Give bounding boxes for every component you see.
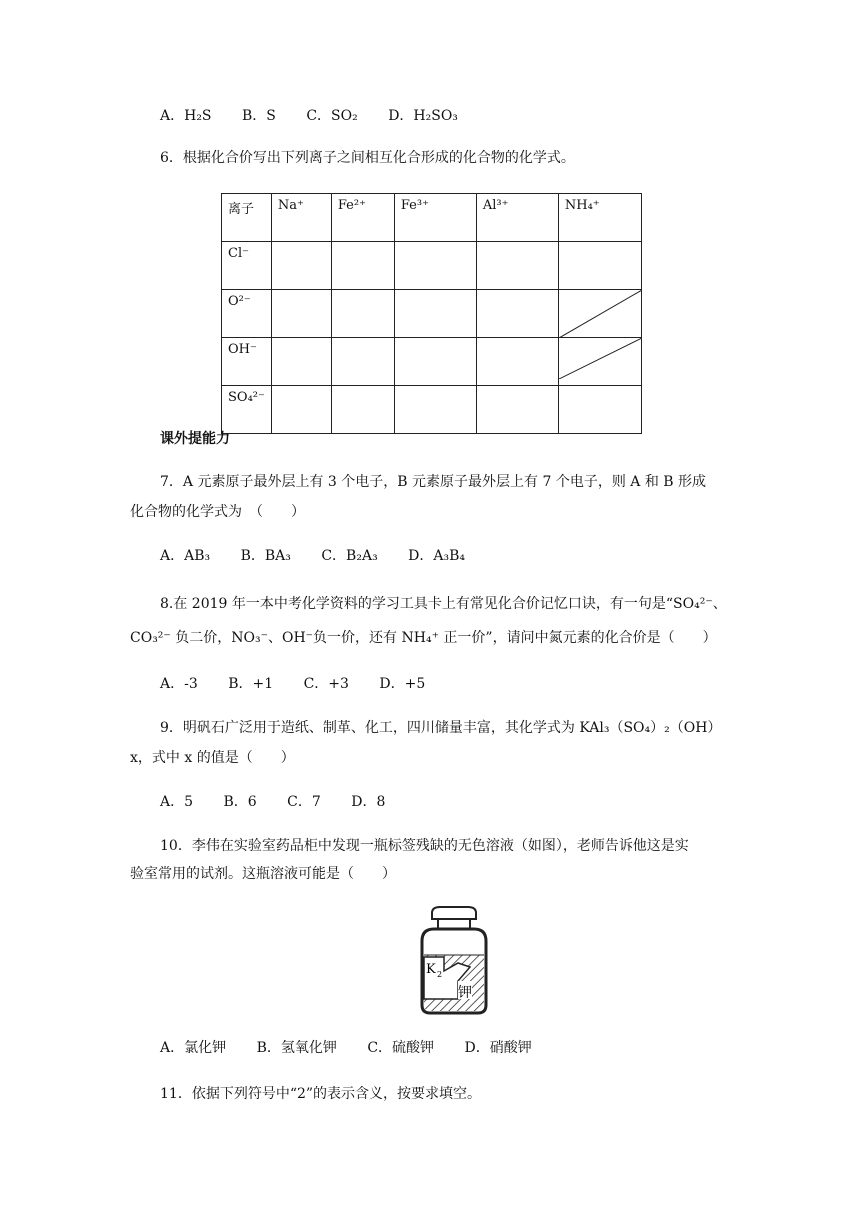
q7-option-c: C．B₂A₃ xyxy=(321,548,378,564)
table-cell xyxy=(394,242,476,290)
q10-line1: 10．李伟在实验室药品柜中发现一瓶标签残缺的无色溶液（如图），老师告诉他这是实 xyxy=(160,838,689,854)
table-cell xyxy=(271,386,331,434)
q10-option-c: C．硫酸钾 xyxy=(367,1040,435,1056)
q10-options xyxy=(160,1038,558,1058)
q5-option-c: C．SO₂ xyxy=(306,108,358,124)
table-cell xyxy=(271,290,331,338)
table-cell xyxy=(331,386,394,434)
q11-question: 11．依据下列符号中“2”的表示含义，按要求填空。 xyxy=(160,1086,482,1102)
table-row xyxy=(222,290,642,338)
q8-options xyxy=(160,674,451,694)
table-cell xyxy=(476,338,558,386)
q9-options xyxy=(160,792,411,812)
q5-option-a: A．H₂S xyxy=(160,108,212,124)
table-cell-struck xyxy=(558,338,641,386)
q10-option-a: A．氯化钾 xyxy=(160,1040,227,1056)
table-cell xyxy=(394,338,476,386)
q6-question: 6．根据化合价写出下列离子之间相互化合形成的化合物的化学式。 xyxy=(160,150,575,166)
ion-table xyxy=(221,193,642,434)
section-heading: 课外提能力 xyxy=(160,431,230,447)
q9-option-a: A．5 xyxy=(160,794,194,810)
q8-option-b: B．+1 xyxy=(228,676,274,692)
q7-line1: 7．A 元素原子最外层上有 3 个电子，B 元素原子最外层上有 7 个电子，则 A 和 B 形成 xyxy=(160,474,707,490)
q10-line2: 验室常用的试剂。这瓶溶液可能是（ ） xyxy=(130,866,396,882)
table-cell xyxy=(476,290,558,338)
q5-options xyxy=(160,106,484,126)
col-header: Fe²⁺ xyxy=(331,194,394,242)
table-cell xyxy=(271,338,331,386)
table-cell xyxy=(331,242,394,290)
table-cell xyxy=(476,242,558,290)
table-cell xyxy=(394,386,476,434)
table-cell xyxy=(558,386,641,434)
col-header: Fe³⁺ xyxy=(394,194,476,242)
row-header: O²⁻ xyxy=(222,290,272,338)
table-row xyxy=(222,386,642,434)
q7-options xyxy=(160,546,491,566)
table-corner: 离子 xyxy=(222,194,272,242)
bottle-label-char: 钾 xyxy=(458,985,472,1001)
diagonal-strike-icon xyxy=(559,290,642,338)
table-cell xyxy=(394,290,476,338)
q9-line1: 9．明矾石广泛用于造纸、制革、化工，四川储量丰富，其化学式为 KAl₃（SO₄）₂（OH） xyxy=(160,720,722,736)
col-header: Al³⁺ xyxy=(476,194,558,242)
reagent-bottle-image xyxy=(410,905,500,1017)
table-row xyxy=(222,242,642,290)
col-header: Na⁺ xyxy=(271,194,331,242)
table-row xyxy=(222,338,642,386)
q8-option-c: C．+3 xyxy=(303,676,349,692)
row-header: SO₄²⁻ xyxy=(222,386,272,434)
q7-option-b: B．BA₃ xyxy=(240,548,291,564)
q9-option-c: C．7 xyxy=(287,794,321,810)
table-header-row xyxy=(222,194,642,242)
q5-option-d: D．H₂SO₃ xyxy=(388,108,458,124)
table-cell xyxy=(331,290,394,338)
bottle-label-subscript: 2 xyxy=(437,970,443,979)
table-cell xyxy=(271,242,331,290)
q8-line2: CO₃²⁻ 负二价，NO₃⁻、OH⁻负一价，还有 NH₄⁺ 正一价”，请问中氮元素的化合价是（ ） xyxy=(130,630,717,646)
col-header: NH₄⁺ xyxy=(558,194,641,242)
diagonal-strike-icon xyxy=(559,338,642,379)
q8-line1: 8.在 2019 年一本中考化学资料的学习工具卡上有常见化合价记忆口诀，有一句是“SO₄²⁻、 xyxy=(160,596,727,612)
q10-option-d: D．硝酸钾 xyxy=(464,1040,532,1056)
q9-line2: x，式中 x 的值是（ ） xyxy=(130,750,295,766)
row-header: Cl⁻ xyxy=(222,242,272,290)
table-cell xyxy=(558,242,641,290)
row-header: OH⁻ xyxy=(222,338,272,386)
q7-option-d: D．A₃B₄ xyxy=(408,548,465,564)
q7-line2: 化合物的化学式为 （ ） xyxy=(130,504,305,520)
bottle-label-k: K xyxy=(426,962,436,977)
q5-option-b: B．S xyxy=(241,108,276,124)
q8-option-a: A．-3 xyxy=(160,676,198,692)
q9-option-d: D．8 xyxy=(351,794,386,810)
q7-option-a: A．AB₃ xyxy=(160,548,211,564)
table-cell-struck xyxy=(558,290,641,338)
table-cell xyxy=(476,386,558,434)
q9-option-b: B．6 xyxy=(223,794,257,810)
q10-option-b: B．氢氧化钾 xyxy=(256,1040,337,1056)
q8-option-d: D．+5 xyxy=(379,676,426,692)
table-cell xyxy=(331,338,394,386)
